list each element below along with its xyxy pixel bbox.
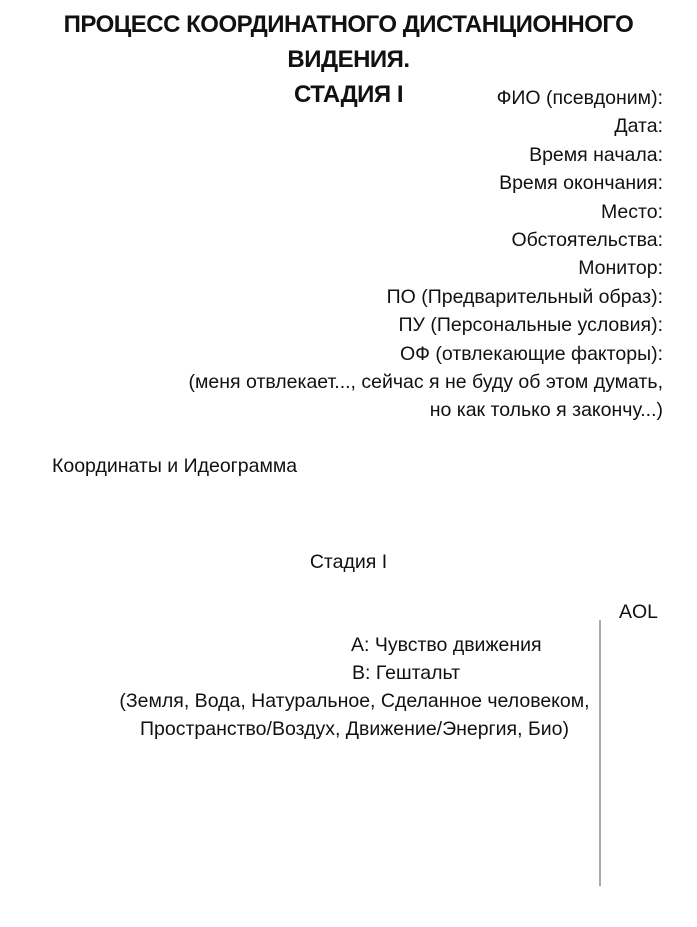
- stage1-heading: Стадия I: [309, 551, 388, 573]
- field-label-monitor: Монитор:: [578, 257, 663, 280]
- document-title-line-2: СТАДИЯ I: [293, 81, 404, 108]
- field-label-place: Место:: [600, 200, 663, 223]
- aol-column-label: AOL: [619, 601, 659, 623]
- field-label-name: ФИО (псевдоним):: [496, 87, 663, 109]
- field-label-end-time: Время окончания:: [499, 172, 663, 195]
- session-header-fields: [189, 84, 663, 425]
- field-label-preliminary-image: ПО (Предварительный образ):: [386, 285, 663, 308]
- sensory-motion-line: А: Чувство движения: [351, 634, 542, 656]
- field-label-circumstances: Обстоятельства:: [511, 229, 663, 252]
- aol-divider-line: [599, 620, 601, 886]
- gestalt-categories-line-1: (Земля, Вода, Натуральное, Сделанное человеком,: [119, 690, 590, 712]
- distraction-note-line-2: но как только я закончу...): [429, 399, 663, 422]
- field-label-personal-conditions: ПУ (Персональные условия):: [398, 314, 663, 337]
- field-label-date: Дата:: [614, 115, 663, 138]
- document-title-line-1: ПРОЦЕСС КООРДИНАТНОГО ДИСТАНЦИОННОГО ВИДЕНИЯ.: [63, 11, 634, 73]
- gestalt-line: В: Гештальт: [352, 662, 461, 684]
- gestalt-categories-line-2: Пространство/Воздух, Движение/Энергия, Био): [140, 718, 569, 740]
- coordinates-ideogram-heading: Координаты и Идеограмма: [52, 455, 298, 477]
- field-label-start-time: Время начала:: [529, 143, 663, 166]
- distraction-note-line-1: (меня отвлекает..., сейчас я не буду об этом думать,: [188, 371, 663, 394]
- field-label-distracting-factors: ОФ (отвлекающие факторы):: [400, 342, 663, 365]
